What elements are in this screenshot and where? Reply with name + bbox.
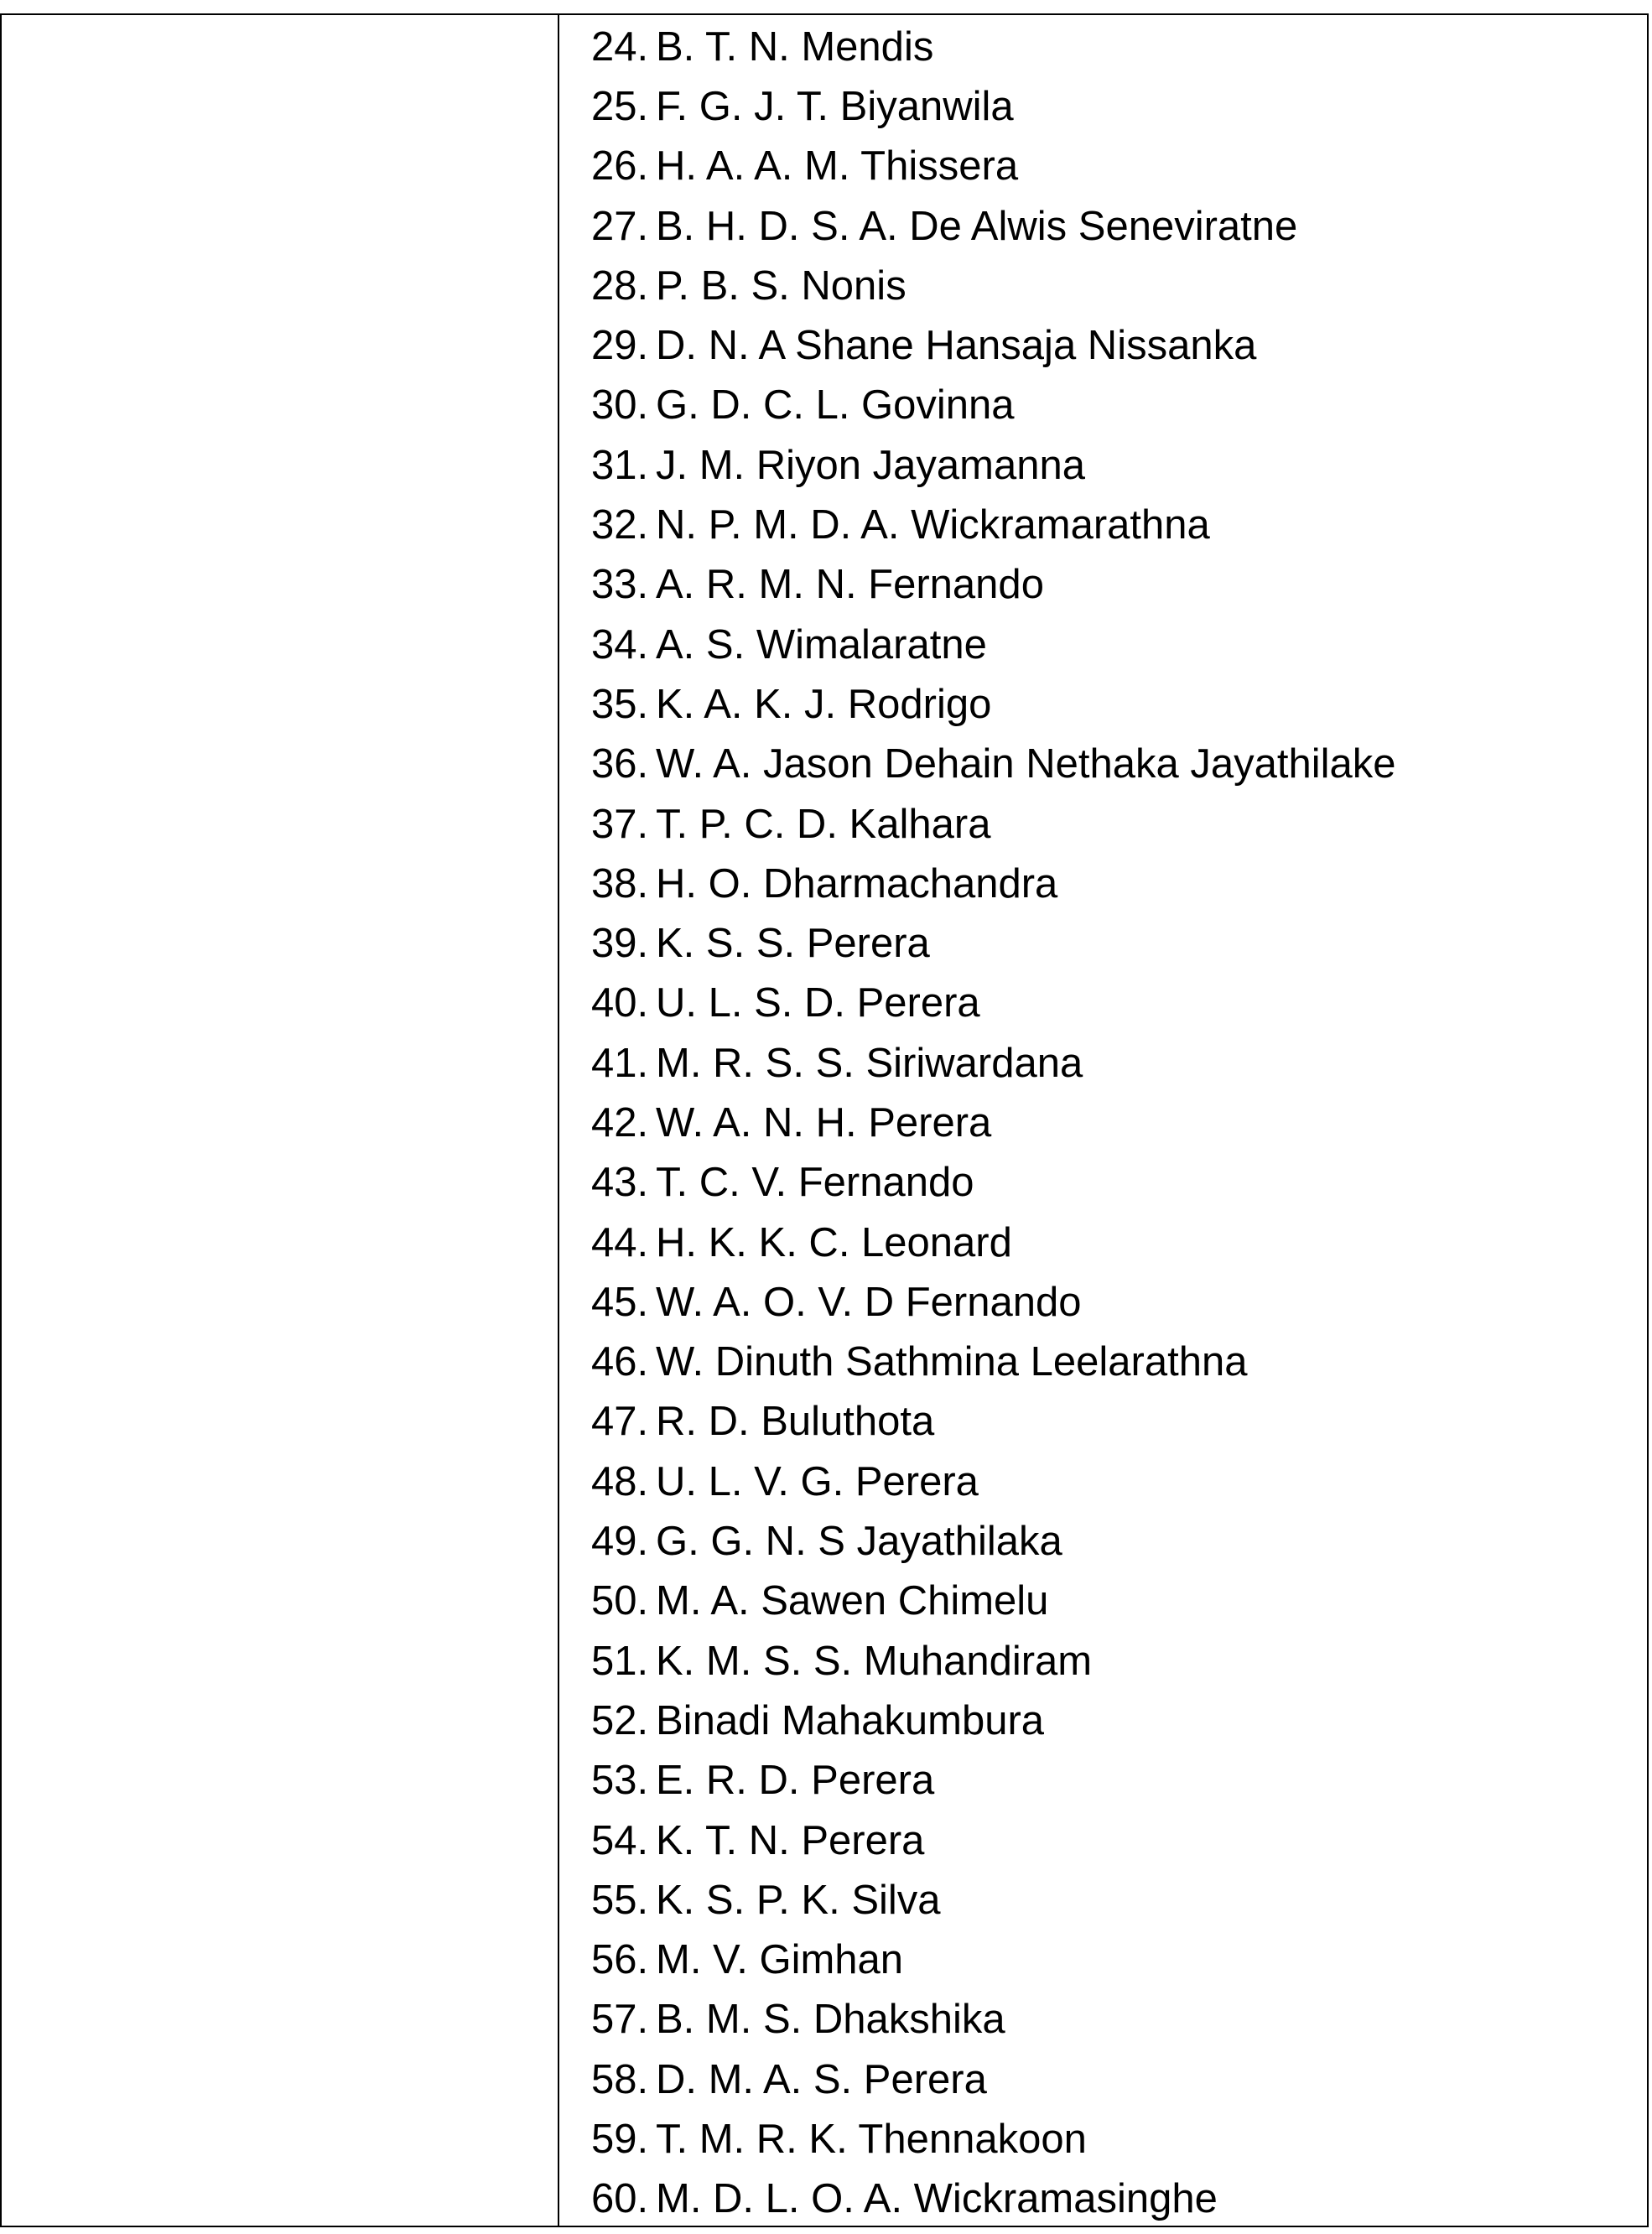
list-item-name: D. N. A Shane Hansaja Nissanka <box>656 323 1257 369</box>
list-item-name: K. S. P. K. Silva <box>656 1877 941 1923</box>
list-item <box>591 854 1396 913</box>
list-item <box>591 1452 1396 1511</box>
list-item-number: 60. <box>591 2176 649 2222</box>
list-item-name: U. L. V. G. Perera <box>656 1458 979 1504</box>
list-item <box>591 615 1396 674</box>
list-item <box>591 256 1396 315</box>
list-item-name: K. M. S. S. Muhandiram <box>656 1638 1093 1684</box>
list-item-name: H. A. A. M. Thissera <box>656 143 1019 190</box>
list-item <box>591 1870 1396 1930</box>
list-item-number: 44. <box>591 1219 649 1265</box>
list-item-name: R. D. Buluthota <box>656 1399 935 1445</box>
list-item-number: 42. <box>591 1099 649 1146</box>
list-item-name: G. G. N. S Jayathilaka <box>656 1519 1062 1565</box>
list-item <box>591 2109 1396 2169</box>
list-item <box>591 1930 1396 1990</box>
list-item-number: 56. <box>591 1937 649 1983</box>
list-item-name: Binadi Mahakumbura <box>656 1697 1045 1743</box>
list-item-name: N. P. M. D. A. Wickramarathna <box>656 502 1210 548</box>
list-item-name: P. B. S. Nonis <box>656 262 907 309</box>
list-item-name: A. S. Wimalaratne <box>656 621 987 668</box>
list-item-name: G. D. C. L. Govinna <box>656 382 1015 429</box>
list-item-name: T. M. R. K. Thennakoon <box>656 2117 1087 2163</box>
list-item-number: 25. <box>591 83 649 129</box>
list-item <box>591 794 1396 854</box>
list-item-number: 40. <box>591 980 649 1026</box>
list-item <box>591 17 1396 76</box>
list-item-name: A. R. M. N. Fernando <box>656 562 1044 608</box>
list-item-number: 31. <box>591 442 649 488</box>
list-item <box>591 196 1396 256</box>
list-item <box>591 1333 1396 1392</box>
list-item <box>591 555 1396 615</box>
list-item-name: M. V. Gimhan <box>656 1937 904 1983</box>
list-item-number: 28. <box>591 262 649 309</box>
list-item-name: D. M. A. S. Perera <box>656 2056 987 2102</box>
document-table <box>0 13 1649 2227</box>
list-item <box>591 1511 1396 1571</box>
list-item-name: M. R. S. S. Siriwardana <box>656 1040 1083 1086</box>
list-item <box>591 1990 1396 2050</box>
list-item-number: 24. <box>591 23 649 70</box>
list-item <box>591 1033 1396 1093</box>
list-item-name: B. H. D. S. A. De Alwis Seneviratne <box>656 203 1298 249</box>
list-item-name: E. R. D. Perera <box>656 1758 935 1804</box>
list-item <box>591 1811 1396 1870</box>
list-item-number: 27. <box>591 203 649 249</box>
list-item-name: J. M. Riyon Jayamanna <box>656 442 1085 488</box>
list-item-number: 53. <box>591 1758 649 1804</box>
list-item <box>591 1631 1396 1691</box>
list-item-number: 33. <box>591 562 649 608</box>
list-item-name: T. C. V. Fernando <box>656 1160 974 1206</box>
list-item <box>591 1691 1396 1750</box>
list-item-name: K. A. K. J. Rodrigo <box>656 681 992 727</box>
list-item-number: 58. <box>591 2056 649 2102</box>
list-item-name: B. T. N. Mendis <box>656 23 934 70</box>
list-item-number: 35. <box>591 681 649 727</box>
list-item <box>591 2050 1396 2109</box>
list-item <box>591 137 1396 196</box>
list-item-name: H. O. Dharmachandra <box>656 860 1058 907</box>
list-item <box>591 1213 1396 1272</box>
list-item-number: 30. <box>591 382 649 429</box>
list-item-name: W. A. O. V. D Fernando <box>656 1279 1082 1325</box>
list-item-number: 46. <box>591 1339 649 1385</box>
list-item-name: W. A. Jason Dehain Nethaka Jayathilake <box>656 741 1396 787</box>
list-item <box>591 495 1396 554</box>
list-item-number: 34. <box>591 621 649 668</box>
list-item <box>591 1272 1396 1332</box>
table-right-cell <box>559 15 1647 2226</box>
list-item-number: 54. <box>591 1817 649 1863</box>
list-item-number: 39. <box>591 921 649 967</box>
list-item-name: K. S. S. Perera <box>656 921 930 967</box>
list-item <box>591 315 1396 375</box>
list-item-name: M. A. Sawen Chimelu <box>656 1578 1049 1624</box>
list-item-number: 57. <box>591 1997 649 2043</box>
list-item-name: W. A. N. H. Perera <box>656 1099 992 1146</box>
list-item-number: 48. <box>591 1458 649 1504</box>
list-item-number: 36. <box>591 741 649 787</box>
list-item <box>591 76 1396 136</box>
table-left-cell <box>2 15 559 2226</box>
list-item-name: U. L. S. D. Perera <box>656 980 980 1026</box>
list-item-number: 38. <box>591 860 649 907</box>
list-item-number: 52. <box>591 1697 649 1743</box>
list-item-number: 55. <box>591 1877 649 1923</box>
list-item-name: M. D. L. O. A. Wickramasinghe <box>656 2176 1218 2222</box>
list-item-number: 32. <box>591 502 649 548</box>
list-item-number: 26. <box>591 143 649 190</box>
name-list <box>591 17 1396 2229</box>
list-item <box>591 2169 1396 2229</box>
list-item-name: W. Dinuth Sathmina Leelarathna <box>656 1339 1248 1385</box>
list-item-number: 45. <box>591 1279 649 1325</box>
list-item-number: 43. <box>591 1160 649 1206</box>
list-item <box>591 674 1396 734</box>
list-item-name: T. P. C. D. Kalhara <box>656 801 991 847</box>
list-item-name: F. G. J. T. Biyanwila <box>656 83 1014 129</box>
list-item <box>591 974 1396 1033</box>
list-item-number: 37. <box>591 801 649 847</box>
list-item-name: B. M. S. Dhakshika <box>656 1997 1005 2043</box>
list-item-number: 29. <box>591 323 649 369</box>
list-item <box>591 435 1396 495</box>
list-item <box>591 1153 1396 1213</box>
list-item-number: 51. <box>591 1638 649 1684</box>
list-item-name: K. T. N. Perera <box>656 1817 925 1863</box>
list-item <box>591 913 1396 973</box>
list-item <box>591 1572 1396 1631</box>
list-item <box>591 1093 1396 1152</box>
list-item-number: 59. <box>591 2117 649 2163</box>
list-item <box>591 376 1396 435</box>
list-item-number: 47. <box>591 1399 649 1445</box>
list-item <box>591 1392 1396 1452</box>
list-item-number: 41. <box>591 1040 649 1086</box>
list-item <box>591 735 1396 794</box>
list-item-number: 49. <box>591 1519 649 1565</box>
list-item <box>591 1751 1396 1811</box>
list-item-name: H. K. K. C. Leonard <box>656 1219 1012 1265</box>
list-item-number: 50. <box>591 1578 649 1624</box>
